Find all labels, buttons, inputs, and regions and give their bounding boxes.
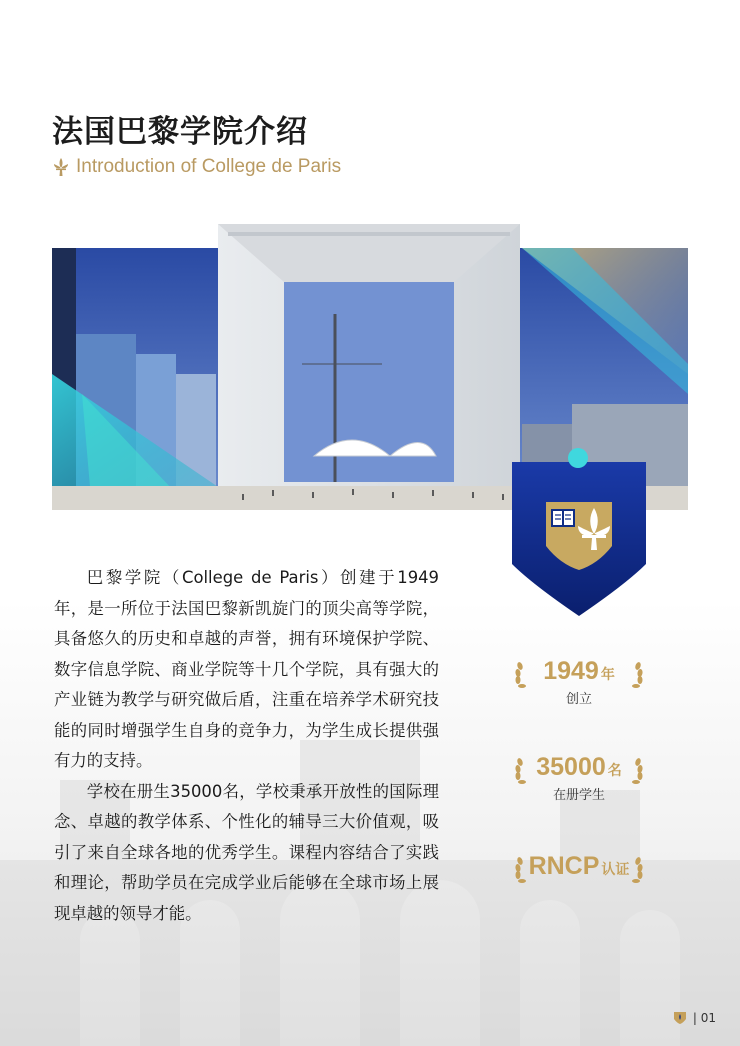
subtitle-row [52,156,341,178]
laurel-icon [628,757,646,785]
introduction-text [54,563,439,929]
paragraph-students: 学校在册生35000名，学校秉承开放性的国际理念、卓越的教学体系、个性化的辅导三大价值观，吸引了来自全球各地的优秀学生。课程内容结合了实践和理论，帮助学员在完成学业后能够在全球市场上展现卓越的领导才能。 [54,781,439,923]
stat-unit: 名 [607,763,622,779]
page-title: 法国巴黎学院介绍 [52,114,308,150]
stat-founded [508,657,650,707]
page-number: | 01 [692,1011,716,1025]
stat-certification [508,852,650,881]
fleur-de-lis-icon [52,157,70,177]
page-subtitle: Introduction of College de Paris [76,156,342,177]
laurel-icon [512,661,530,689]
stat-label: 在册学生 [552,788,605,803]
laurel-icon [512,856,530,884]
laurel-icon [628,856,646,884]
stat-value: RNCP [528,852,600,880]
laurel-icon [628,661,646,689]
stat-value: 1949 [543,657,599,685]
college-emblem [508,446,650,618]
stat-label: 创立 [565,692,592,707]
stat-unit: 年 [600,667,615,683]
laurel-icon [512,757,530,785]
page-footer [673,1011,716,1025]
stat-unit: 认证 [601,862,630,878]
stat-students [508,753,650,803]
stat-value: 35000 [536,753,606,781]
shield-logo-icon [673,1011,687,1025]
paragraph-history: 巴黎学院（College de Paris）创建于1949年，是一所位于法国巴黎新凯旋门的顶尖高等学院，具备悠久的历史和卓越的声誉，拥有环境保护学院、数字信息学院、商业学院等十几个学院，具有强大的产业链为教学与研究做后盾，注重在培养学术研究技能的同时增强学生自身的竞争力，为学生成长提供强有力的支持。 [54,568,439,770]
book-icon [552,510,574,526]
